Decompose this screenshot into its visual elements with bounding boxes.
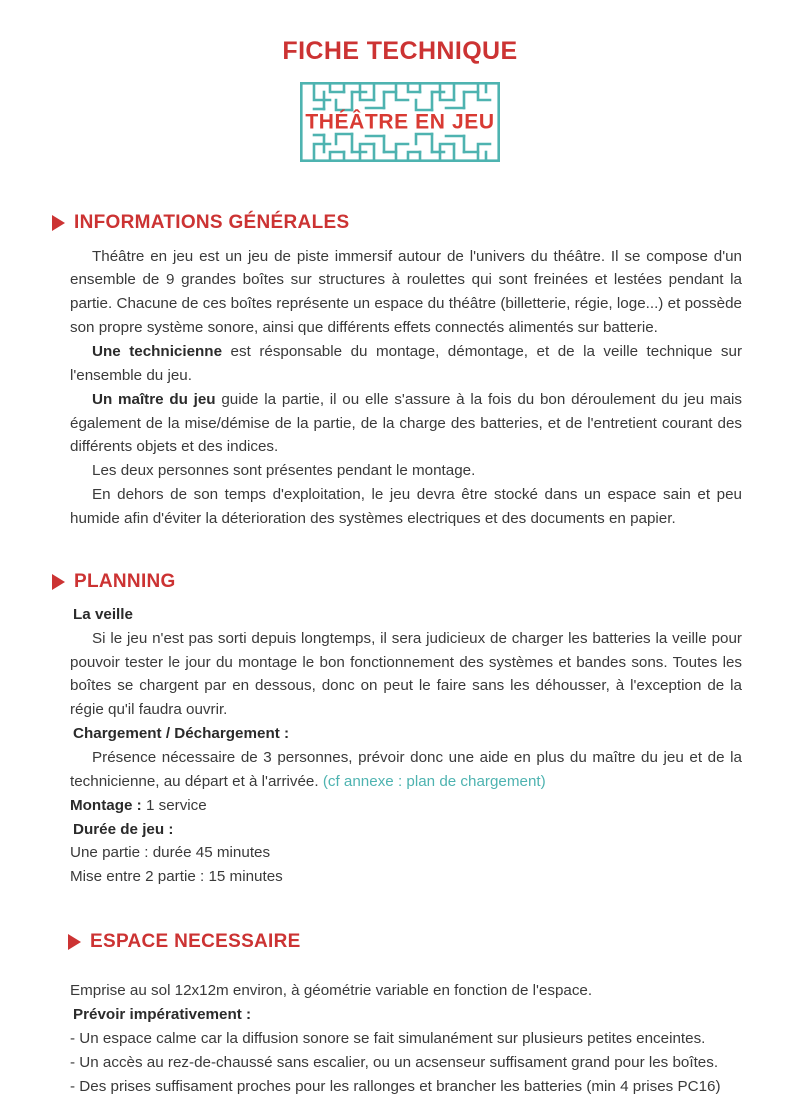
paragraph: Théâtre en jeu est un jeu de piste immersif autour de l'univers du théâtre. Il se compose d'un ensemble de 9 grandes boîtes sur structures à roulettes qui sont freinées et lestées pendant la partie. Chacune de ces boîtes représente un espace du théâtre (billetterie, régie, loge...) et possède son propre système sonore, ainsi que différents effets connectés alimentés sur batterie. — [70, 247, 742, 337]
logo-container — [0, 82, 800, 162]
triangle-right-icon — [68, 934, 81, 950]
line-mise-entre-parties: Mise entre 2 partie : 15 minutes — [70, 868, 283, 886]
section-body-espace-necessaire — [68, 979, 745, 1098]
section-body-informations-generales — [52, 245, 745, 531]
subheading-la-veille: La veille — [73, 605, 133, 623]
paragraph — [70, 388, 742, 460]
triangle-right-icon — [52, 574, 65, 590]
paragraph: Si le jeu n'est pas sorti depuis longtemps, il sera judicieux de charger les batteries la veille pour pouvoir tester le jour du montage le bon fonctionnement des systèmes et bandes sons. Toutes les boîtes se chargent par en dessous, donc on peut le faire sans les déhousser, à l'exception de la régie qu'il faudra ouvrir. — [70, 629, 742, 719]
paragraph: En dehors de son temps d'exploitation, le jeu devra être stocké dans un espace sain et peu humide afin d'éviter la déterioration des systèmes electriques et des documents en papier. — [70, 486, 742, 527]
section-heading-planning — [52, 571, 745, 593]
section-title-text: PLANNING — [74, 570, 176, 592]
subheading-prevoir-imperativement: Prévoir impérativement : — [73, 1005, 252, 1023]
subheading-duree-de-jeu: Durée de jeu : — [73, 820, 174, 838]
paragraph — [70, 340, 742, 388]
triangle-right-icon — [52, 215, 65, 231]
paragraph-text: guide la partie, il ou elle s'assure à la fois du bon déroulement du jeu mais également de la mise/démise de la partie, de la charge des batteries, et de l'entretient courant des différents objets et des indices. — [70, 390, 742, 456]
annexe-annotation: (cf annexe : plan de chargement) — [322, 772, 546, 790]
paragraph-lead: Un maître du jeu — [92, 390, 216, 408]
paragraph: Les deux personnes sont présentes pendant le montage. — [92, 462, 476, 480]
paragraph-text: est résponsable du montage, démontage, et de la veille technique sur l'ensemble du jeu. — [70, 342, 743, 384]
section-espace-necessaire — [0, 931, 800, 1098]
theatre-en-jeu-logo — [300, 82, 500, 162]
subheading-chargement: Chargement / Déchargement : — [73, 725, 290, 743]
section-planning — [0, 571, 800, 889]
line-lead: Montage : — [70, 796, 142, 814]
paragraph — [70, 746, 742, 794]
line-emprise-au-sol: Emprise au sol 12x12m environ, à géométrie variable en fonction de l'espace. — [70, 982, 593, 1000]
line-text: 1 service — [141, 796, 207, 814]
line-montage — [70, 794, 742, 818]
paragraph-text: Présence nécessaire de 3 personnes, prévoir donc une aide en plus du maître du jeu et de la technicienne, au départ et à l'arrivée. — [70, 748, 742, 790]
section-heading-informations-generales — [52, 212, 745, 234]
section-heading-espace-necessaire — [68, 931, 745, 953]
section-title-text: INFORMATIONS GÉNÉRALES — [74, 211, 350, 233]
section-informations-generales — [0, 212, 800, 531]
line-une-partie: Une partie : durée 45 minutes — [70, 844, 271, 862]
paragraph-lead: Une technicienne — [92, 342, 223, 360]
list-item: - Des prises suffisament proches pour les rallonges et brancher les batteries (min 4 prises PC16) — [70, 1077, 721, 1095]
logo-text: THÉÂTRE EN JEU — [305, 110, 495, 133]
page-title: FICHE TECHNIQUE — [282, 37, 518, 65]
section-title-text: ESPACE NECESSAIRE — [90, 931, 301, 953]
list-item: - Un espace calme car la diffusion sonore se fait simulanément sur plusieurs petites enceintes. — [70, 1029, 706, 1047]
section-body-planning — [52, 603, 745, 889]
list-item: - Un accès au rez-de-chaussé sans escalier, ou un acsenseur suffisament grand pour les boîtes. — [70, 1053, 719, 1071]
